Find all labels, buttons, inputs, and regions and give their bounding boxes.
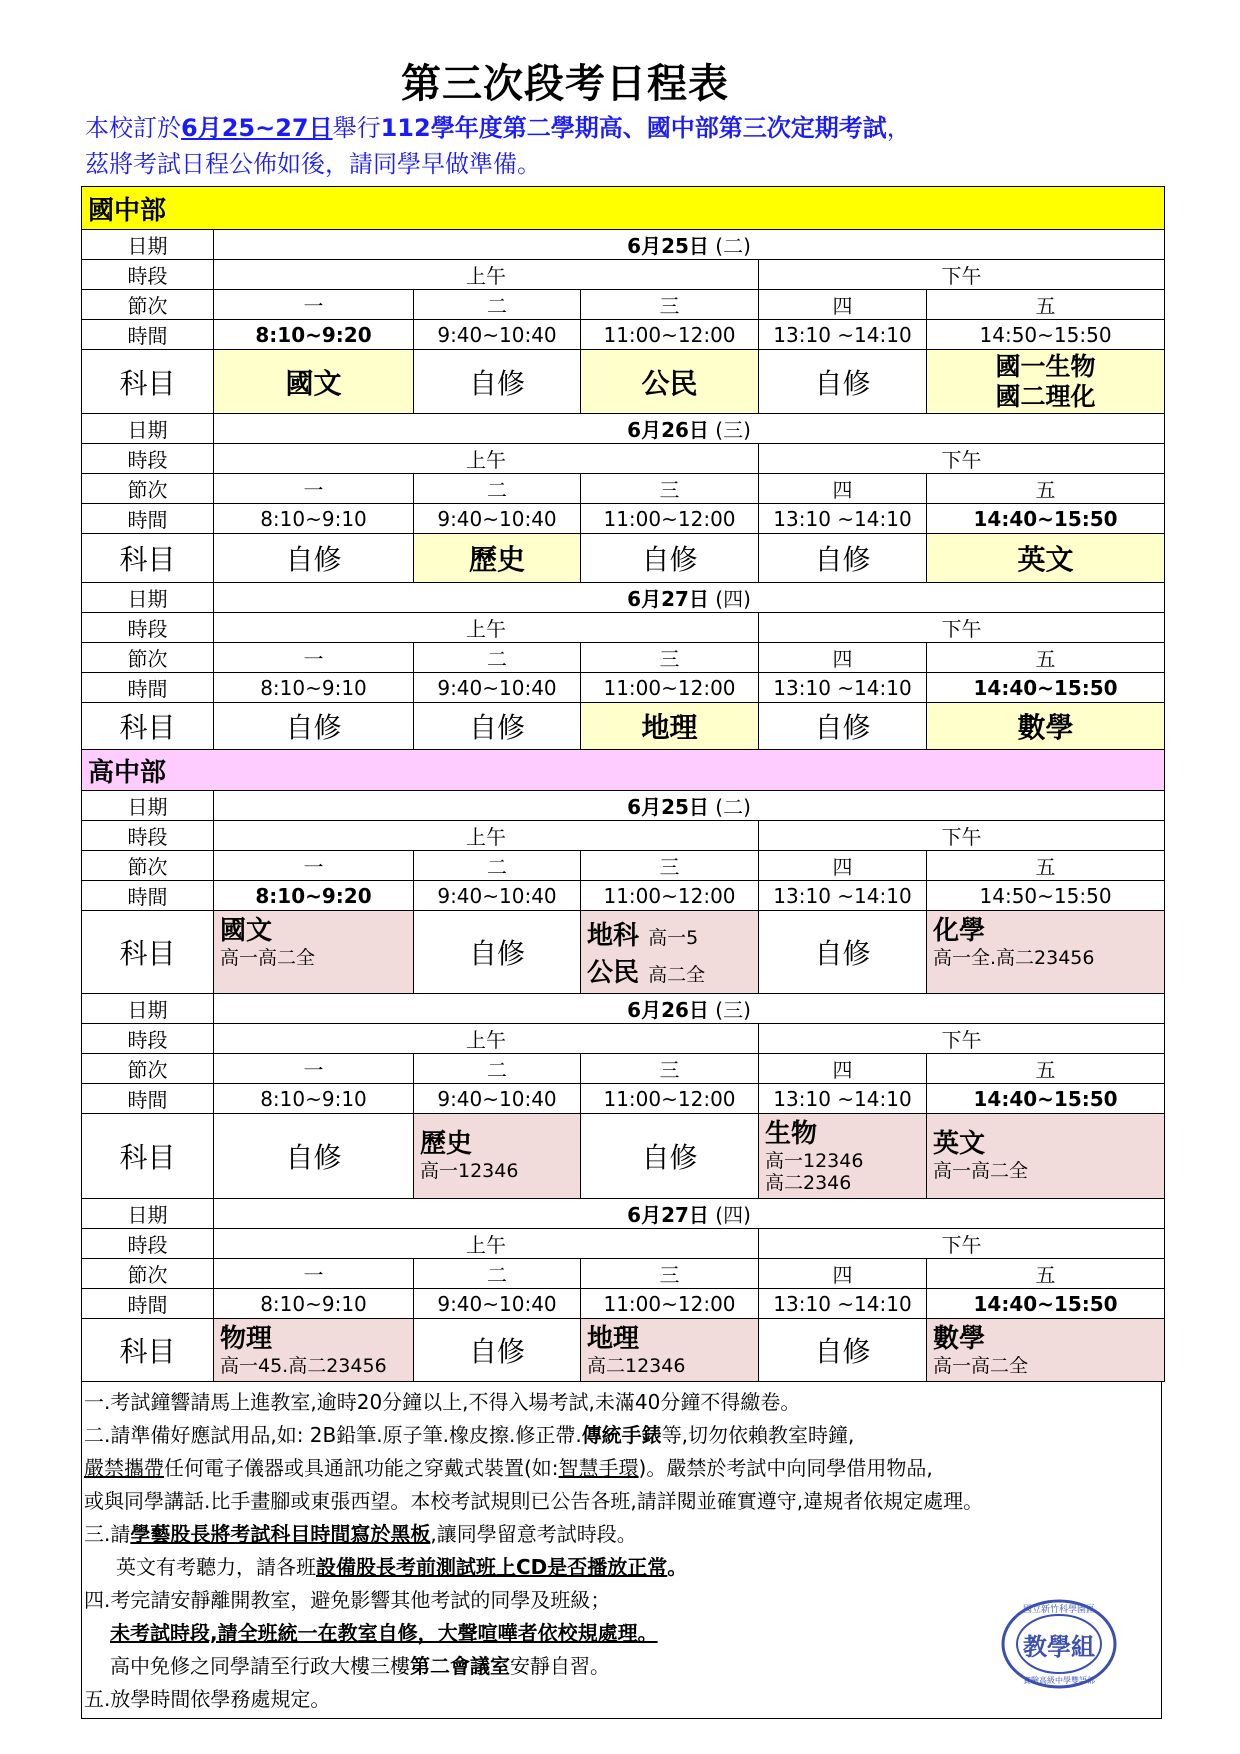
time-cell: 14:50~15:50 bbox=[927, 881, 1165, 911]
period-cell: 二 bbox=[414, 474, 581, 504]
period-cell: 三 bbox=[581, 1259, 759, 1289]
note-3: 嚴禁攜帶任何電子儀器或具通訊功能之穿戴式裝置(如:智慧手環)。嚴禁於考試中向同學借用物品, bbox=[84, 1456, 933, 1480]
day-date: 6月25日 (二) bbox=[214, 230, 1165, 260]
period-label: 節次 bbox=[82, 643, 214, 673]
period-cell: 三 bbox=[581, 643, 759, 673]
academic-affairs-seal-icon bbox=[1000, 1597, 1118, 1691]
note-7: 四.考完請安靜離開教室，避免影響其他考試的同學及班級； bbox=[84, 1588, 611, 1612]
page-title: 第三次段考日程表 bbox=[401, 61, 729, 107]
subject-cell: 英文 bbox=[927, 534, 1165, 583]
time-label: 時間 bbox=[82, 504, 214, 534]
time-cell: 13:10 ~14:10 bbox=[759, 1084, 927, 1114]
period-cell: 二 bbox=[414, 1054, 581, 1084]
time-label: 時間 bbox=[82, 1289, 214, 1319]
junior-section-header: 國中部 bbox=[82, 187, 1165, 230]
time-cell: 14:40~15:50 bbox=[927, 673, 1165, 703]
subject-label: 科目 bbox=[82, 703, 214, 750]
time-label: 時間 bbox=[82, 673, 214, 703]
pm-label: 下午 bbox=[759, 821, 1165, 851]
segment-label: 時段 bbox=[82, 821, 214, 851]
note-5: 三.請學藝股長將考試科目時間寫於黑板,讓同學留意考試時段。 bbox=[84, 1522, 637, 1546]
period-cell: 五 bbox=[927, 290, 1165, 320]
note-2: 二.請準備好應試用品,如: 2B鉛筆.原子筆.橡皮擦.修正帶.傳統手錶等,切勿依賴教室時鐘, bbox=[84, 1423, 855, 1447]
subject-cell: 自修 bbox=[581, 534, 759, 583]
day-date: 6月27日 (四) bbox=[214, 1199, 1165, 1229]
time-cell: 14:40~15:50 bbox=[927, 1084, 1165, 1114]
period-cell: 五 bbox=[927, 851, 1165, 881]
time-label: 時間 bbox=[82, 320, 214, 350]
subject-cell: 自修 bbox=[214, 534, 414, 583]
intro-l1-c: 112學年度第二學期高、國中部第三次定期考試 bbox=[380, 114, 887, 142]
subject-cell: 歷史 bbox=[414, 534, 581, 583]
seal-bottom-text: 實驗高級中學雙語部 bbox=[1023, 1676, 1095, 1685]
pm-label: 下午 bbox=[759, 444, 1165, 474]
note-4: 或與同學講話.比手畫腳或東張西望。本校考試規則已公告各班,請詳閱並確實遵守,違規者依規定處理。 bbox=[84, 1489, 984, 1513]
period-cell: 五 bbox=[927, 643, 1165, 673]
subject-cell: 自修 bbox=[214, 703, 414, 750]
subject-cell: 國一生物 國二理化 bbox=[927, 350, 1165, 414]
period-cell: 二 bbox=[414, 643, 581, 673]
period-cell: 一 bbox=[214, 1054, 414, 1084]
time-cell: 14:50~15:50 bbox=[927, 320, 1165, 350]
subject-cell: 自修 bbox=[759, 703, 927, 750]
time-cell: 9:40~10:40 bbox=[414, 1084, 581, 1114]
period-cell: 二 bbox=[414, 1259, 581, 1289]
time-cell: 11:00~12:00 bbox=[581, 673, 759, 703]
note-9: 高中免修之同學請至行政大樓三樓第二會議室安靜自習。 bbox=[110, 1654, 610, 1678]
note-6: 英文有考聽力，請各班設備股長考前測試班上CD是否播放正常。 bbox=[116, 1555, 688, 1579]
intro-date: 6月25~27日 bbox=[181, 114, 333, 142]
time-cell: 9:40~10:40 bbox=[414, 1289, 581, 1319]
subject-cell: 自修 bbox=[759, 1319, 927, 1382]
segment-label: 時段 bbox=[82, 444, 214, 474]
period-label: 節次 bbox=[82, 1054, 214, 1084]
time-cell: 14:40~15:50 bbox=[927, 504, 1165, 534]
period-cell: 一 bbox=[214, 643, 414, 673]
time-cell: 8:10~9:10 bbox=[214, 1289, 414, 1319]
subject-cell: 數學 bbox=[927, 703, 1165, 750]
am-label: 上午 bbox=[214, 1229, 759, 1259]
day-date: 6月26日 (三) bbox=[214, 994, 1165, 1024]
am-label: 上午 bbox=[214, 444, 759, 474]
am-label: 上午 bbox=[214, 821, 759, 851]
subject-cell: 生物 高一12346 高二2346 bbox=[759, 1114, 927, 1199]
time-cell: 11:00~12:00 bbox=[581, 1289, 759, 1319]
intro-text bbox=[85, 110, 1165, 182]
subject-cell: 自修 bbox=[214, 1114, 414, 1199]
intro-l1-d: ， bbox=[886, 114, 911, 142]
subject-cell: 物理 高一45.高二23456 bbox=[214, 1319, 414, 1382]
subject-cell: 英文 高一高二全 bbox=[927, 1114, 1165, 1199]
intro-l1-a: 本校訂於 bbox=[85, 114, 181, 142]
subject-cell: 地科 高一5 公民 高二全 bbox=[581, 911, 759, 994]
time-cell: 9:40~10:40 bbox=[414, 320, 581, 350]
period-cell: 一 bbox=[214, 1259, 414, 1289]
time-cell: 13:10 ~14:10 bbox=[759, 881, 927, 911]
pm-label: 下午 bbox=[759, 260, 1165, 290]
time-cell: 11:00~12:00 bbox=[581, 320, 759, 350]
time-cell: 9:40~10:40 bbox=[414, 504, 581, 534]
time-cell: 9:40~10:40 bbox=[414, 673, 581, 703]
period-cell: 三 bbox=[581, 290, 759, 320]
subject-label: 科目 bbox=[82, 1319, 214, 1382]
date-label: 日期 bbox=[82, 1199, 214, 1229]
intro-l2: 茲將考試日程公佈如後，請同學早做準備。 bbox=[85, 150, 541, 178]
intro-l1-b: 舉行 bbox=[332, 114, 381, 142]
period-cell: 一 bbox=[214, 474, 414, 504]
note-8: 未考試時段,請全班統一在教室自修，大聲喧嘩者依校規處理。 bbox=[110, 1621, 658, 1645]
date-label: 日期 bbox=[82, 791, 214, 821]
time-label: 時間 bbox=[82, 1084, 214, 1114]
am-label: 上午 bbox=[214, 1024, 759, 1054]
subject-label: 科目 bbox=[82, 534, 214, 583]
period-cell: 二 bbox=[414, 290, 581, 320]
subject-cell: 自修 bbox=[414, 1319, 581, 1382]
time-cell: 11:00~12:00 bbox=[581, 1084, 759, 1114]
period-cell: 三 bbox=[581, 1054, 759, 1084]
subject-cell: 自修 bbox=[414, 703, 581, 750]
time-cell: 8:10~9:10 bbox=[214, 673, 414, 703]
period-cell: 三 bbox=[581, 851, 759, 881]
time-cell: 13:10 ~14:10 bbox=[759, 504, 927, 534]
subject-cell: 自修 bbox=[759, 911, 927, 994]
subject-cell: 歷史 高一12346 bbox=[414, 1114, 581, 1199]
pm-label: 下午 bbox=[759, 1024, 1165, 1054]
period-cell: 四 bbox=[759, 643, 927, 673]
period-label: 節次 bbox=[82, 851, 214, 881]
schedule-table bbox=[81, 186, 1165, 1382]
subject-label: 科目 bbox=[82, 911, 214, 994]
am-label: 上午 bbox=[214, 613, 759, 643]
date-label: 日期 bbox=[82, 414, 214, 444]
subject-cell: 自修 bbox=[759, 534, 927, 583]
time-cell: 8:10~9:10 bbox=[214, 504, 414, 534]
time-cell: 13:10 ~14:10 bbox=[759, 673, 927, 703]
time-cell: 13:10 ~14:10 bbox=[759, 320, 927, 350]
subject-cell: 化學 高一全.高二23456 bbox=[927, 911, 1165, 994]
period-cell: 五 bbox=[927, 474, 1165, 504]
segment-label: 時段 bbox=[82, 260, 214, 290]
period-cell: 五 bbox=[927, 1259, 1165, 1289]
period-cell: 四 bbox=[759, 474, 927, 504]
subject-cell: 自修 bbox=[581, 1114, 759, 1199]
am-label: 上午 bbox=[214, 260, 759, 290]
subject-cell: 自修 bbox=[759, 350, 927, 414]
period-cell: 一 bbox=[214, 851, 414, 881]
period-label: 節次 bbox=[82, 474, 214, 504]
period-cell: 五 bbox=[927, 1054, 1165, 1084]
subject-cell: 國文 bbox=[214, 350, 414, 414]
date-label: 日期 bbox=[82, 994, 214, 1024]
subject-cell: 地理 高二12346 bbox=[581, 1319, 759, 1382]
period-cell: 四 bbox=[759, 1054, 927, 1084]
day-date: 6月27日 (四) bbox=[214, 583, 1165, 613]
time-cell: 13:10 ~14:10 bbox=[759, 1289, 927, 1319]
subject-cell: 地理 bbox=[581, 703, 759, 750]
time-cell: 11:00~12:00 bbox=[581, 881, 759, 911]
senior-section-header: 高中部 bbox=[82, 750, 1165, 791]
seal-center-text: 教學組 bbox=[1023, 1633, 1095, 1661]
time-cell: 8:10~9:10 bbox=[214, 1084, 414, 1114]
time-cell: 8:10~9:20 bbox=[214, 320, 414, 350]
day-date: 6月25日 (二) bbox=[214, 791, 1165, 821]
period-cell: 四 bbox=[759, 851, 927, 881]
segment-label: 時段 bbox=[82, 1024, 214, 1054]
period-cell: 四 bbox=[759, 1259, 927, 1289]
subject-cell: 自修 bbox=[414, 911, 581, 994]
pm-label: 下午 bbox=[759, 613, 1165, 643]
time-cell: 9:40~10:40 bbox=[414, 881, 581, 911]
time-cell: 8:10~9:20 bbox=[214, 881, 414, 911]
subject-label: 科目 bbox=[82, 350, 214, 414]
subject-cell: 國文 高一高二全 bbox=[214, 911, 414, 994]
subject-cell: 公民 bbox=[581, 350, 759, 414]
time-label: 時間 bbox=[82, 881, 214, 911]
schedule-sheet bbox=[81, 186, 1164, 1719]
period-cell: 三 bbox=[581, 474, 759, 504]
period-cell: 四 bbox=[759, 290, 927, 320]
segment-label: 時段 bbox=[82, 1229, 214, 1259]
date-label: 日期 bbox=[82, 230, 214, 260]
period-label: 節次 bbox=[82, 290, 214, 320]
subject-cell: 數學 高一高二全 bbox=[927, 1319, 1165, 1382]
subject-cell: 自修 bbox=[414, 350, 581, 414]
note-1: 一.考試鐘響請馬上進教室,逾時20分鐘以上,不得入場考試,未滿40分鐘不得繳卷。 bbox=[84, 1390, 801, 1414]
period-label: 節次 bbox=[82, 1259, 214, 1289]
pm-label: 下午 bbox=[759, 1229, 1165, 1259]
note-10: 五.放學時間依學務處規定。 bbox=[84, 1687, 331, 1711]
seal-top-text: 國立新竹科學園區 bbox=[1022, 1605, 1096, 1615]
date-label: 日期 bbox=[82, 583, 214, 613]
period-cell: 二 bbox=[414, 851, 581, 881]
segment-label: 時段 bbox=[82, 613, 214, 643]
time-cell: 11:00~12:00 bbox=[581, 504, 759, 534]
subject-label: 科目 bbox=[82, 1114, 214, 1199]
day-date: 6月26日 (三) bbox=[214, 414, 1165, 444]
period-cell: 一 bbox=[214, 290, 414, 320]
time-cell: 14:40~15:50 bbox=[927, 1289, 1165, 1319]
